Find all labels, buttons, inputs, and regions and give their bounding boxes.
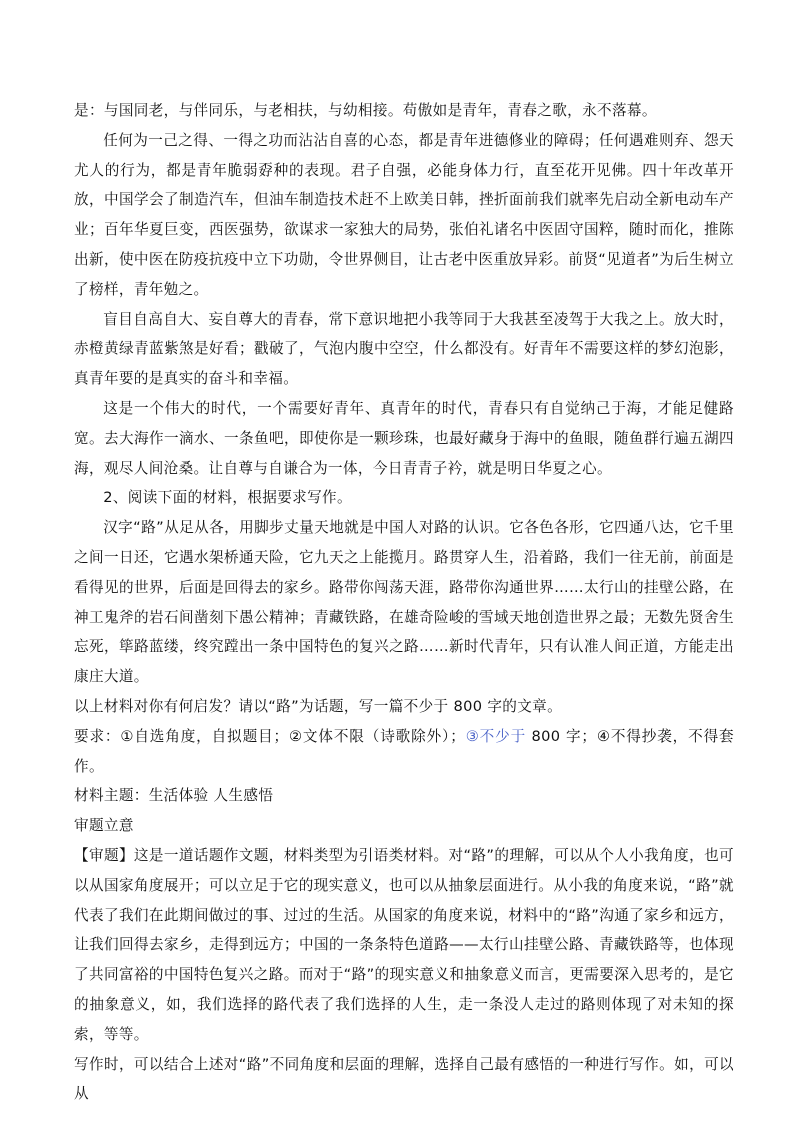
requirements-part-1: 要求：①自选角度，自拟题目；②文体不限（诗歌除外）； — [74, 727, 466, 745]
essay-ending-line: 是：与国同老，与伴同乐，与老相扶，与幼相接。苟傲如是青年，青春之歌，永不落幕。 — [74, 102, 657, 119]
question-2-title: 2、阅读下面的材料，根据要求写作。 — [103, 489, 352, 507]
writing-prompt: 以上材料对你有何启发？请以“路”为话题，写一篇不少于 800 字的文章。 — [74, 697, 563, 715]
essay-paragraph-2: 任何为一己之得、一得之功而沾沾自喜的心态，都是青年进德修业的障碍；任何遇难则弃、怨天尤人的行为，都是青年脆弱孬种的表现。君子自强，必能身体力行，直至花开见佛。四十年改革开放，中国学会了制造汽车，但油车制造技术赶不上欧美日韩，挫折面前我们就率先启动全新电动车产业；百年华夏巨变，西医强势，欲谋求一家独大的局势，张伯礼诸名中医固守国粹，随时而化，推陈出新，使中医在防疫抗疫中立下功勋，令世界侧目，让古老中医重放异彩。前贤“见道者”为后生树立了榜样，青年勉之。 — [74, 131, 734, 298]
requirements — [74, 722, 734, 782]
essay-paragraph-3: 盲目自高自大、妄自尊大的青春，常下意识地把小我等同于大我甚至凌驾于大我之上。放大时，赤橙黄绿青蓝紫煞是好看；戳破了，气泡内腹中空空，什么都没有。好青年不需要这样的梦幻泡影，真青年要的是真实的奋斗和幸福。 — [74, 310, 734, 388]
section-heading: 审题立意 — [74, 817, 134, 835]
requirements-part-3: 800 字；④不得抄袭，不得套作。 — [74, 727, 734, 775]
essay-paragraph-4: 这是一个伟大的时代，一个需要好青年、真青年的时代，青春只有自觉纳己于海，才能足健路宽。去大海作一滴水、一条鱼吧，即使你是一颗珍珠，也最好藏身于海中的鱼眼，随鱼群行遍五湖四海，观尽人间沧桑。让自尊与自谦合为一体，今日青青子衿，就是明日华夏之心。 — [74, 399, 734, 477]
requirements-part-2: ③不少于 — [465, 727, 527, 745]
analysis-paragraph: 【审题】这是一道话题作文题，材料类型为引语类材料。对“路”的理解，可以从个人小我角度，也可以从国家角度展开；可以立足于它的现实意义，也可以从抽象层面进行。从小我的角度来说，“路”就代表了我们在此期间做过的事、过过的生活。从国家的角度来说，材料中的“路”沟通了家乡和远方，让我们回得去家乡，走得到远方；中国的一条条特色道路——太行山挂壁公路、青藏铁路等，也体现了共同富裕的中国特色复兴之路。而对于“路”的现实意义和抽象意义而言，更需要深入思考的，是它的抽象意义，如，我们选择的路代表了我们选择的人生，走一条没人走过的路则体现了对未知的探索，等等。 — [74, 846, 734, 1043]
material-text: 汉字“路”从足从各，用脚步丈量天地就是中国人对路的认识。它各色各形，它四通八达，它千里之间一日还，它遇水架桥通天险，它九天之上能揽月。路贯穿人生，沿着路，我们一往无前，前面是看得见的世界，后面是回得去的家乡。路带你闯荡天涯，路带你沟通世界……太行山的挂壁公路，在神工鬼斧的岩石间凿刻下愚公精神；青藏铁路，在雄奇险峻的雪域天地创造世界之最；无数先贤舍生忘死，筚路蓝缕，终究蹚出一条中国特色的复兴之路……新时代青年，只有认准人间正道，方能走出康庄大道。 — [74, 519, 734, 686]
material-theme: 材料主题：生活体验 人生感悟 — [74, 787, 274, 805]
document-body — [74, 96, 734, 1109]
writing-guidance: 写作时，可以结合上述对“路”不同角度和层面的理解，选择自己最有感悟的一种进行写作。如，可以从 — [74, 1055, 734, 1103]
